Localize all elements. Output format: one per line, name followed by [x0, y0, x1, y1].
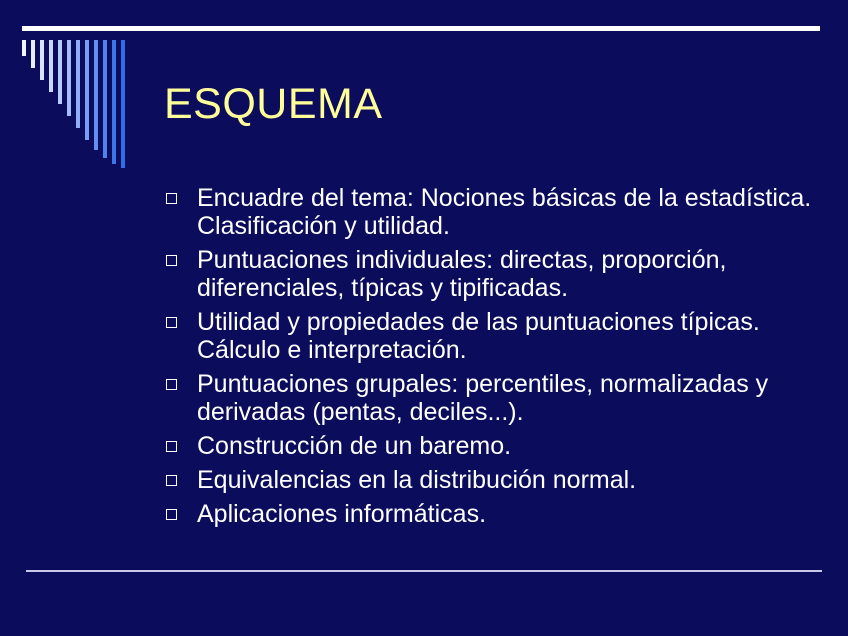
bullet-item: [164, 184, 824, 240]
bullet-text: Puntuaciones individuales: directas, proporción, diferenciales, típicas y tipificadas.: [197, 246, 727, 302]
stripe: [112, 40, 116, 164]
square-bullet-icon: [166, 509, 177, 520]
square-bullet-icon: [166, 255, 177, 266]
stripe: [76, 40, 80, 128]
stripe: [103, 40, 107, 158]
stripe: [67, 40, 71, 116]
bullet-item: [164, 432, 824, 460]
bullet-item: [164, 500, 824, 528]
bullet-item: [164, 370, 824, 426]
stripe: [121, 40, 125, 168]
square-bullet-icon: [166, 193, 177, 204]
stripe: [22, 40, 26, 56]
bullet-item: [164, 466, 824, 494]
bullet-text: Equivalencias en la distribución normal.: [197, 466, 637, 494]
stripe: [49, 40, 53, 92]
bullet-text: Puntuaciones grupales: percentiles, normalizadas y derivadas (pentas, deciles...).: [197, 370, 769, 426]
square-bullet-icon: [166, 379, 177, 390]
bullet-text: Aplicaciones informáticas.: [197, 500, 487, 528]
square-bullet-icon: [166, 475, 177, 486]
stripe: [94, 40, 98, 150]
top-divider: [22, 26, 820, 31]
bullet-text: Encuadre del tema: Nociones básicas de la estadística. Clasificación y utilidad.: [197, 184, 812, 240]
bullet-item: [164, 246, 824, 302]
bottom-divider: [26, 570, 822, 572]
square-bullet-icon: [166, 317, 177, 328]
stripe: [85, 40, 89, 140]
bullet-list: [164, 184, 824, 534]
stripe: [40, 40, 44, 80]
bullet-text: Construcción de un baremo.: [197, 432, 512, 460]
bullet-item: [164, 308, 824, 364]
square-bullet-icon: [166, 441, 177, 452]
stripe: [58, 40, 62, 104]
bullet-text: Utilidad y propiedades de las puntuaciones típicas. Cálculo e interpretación.: [197, 308, 760, 364]
stripe: [31, 40, 35, 68]
slide-title: ESQUEMA: [164, 80, 383, 128]
